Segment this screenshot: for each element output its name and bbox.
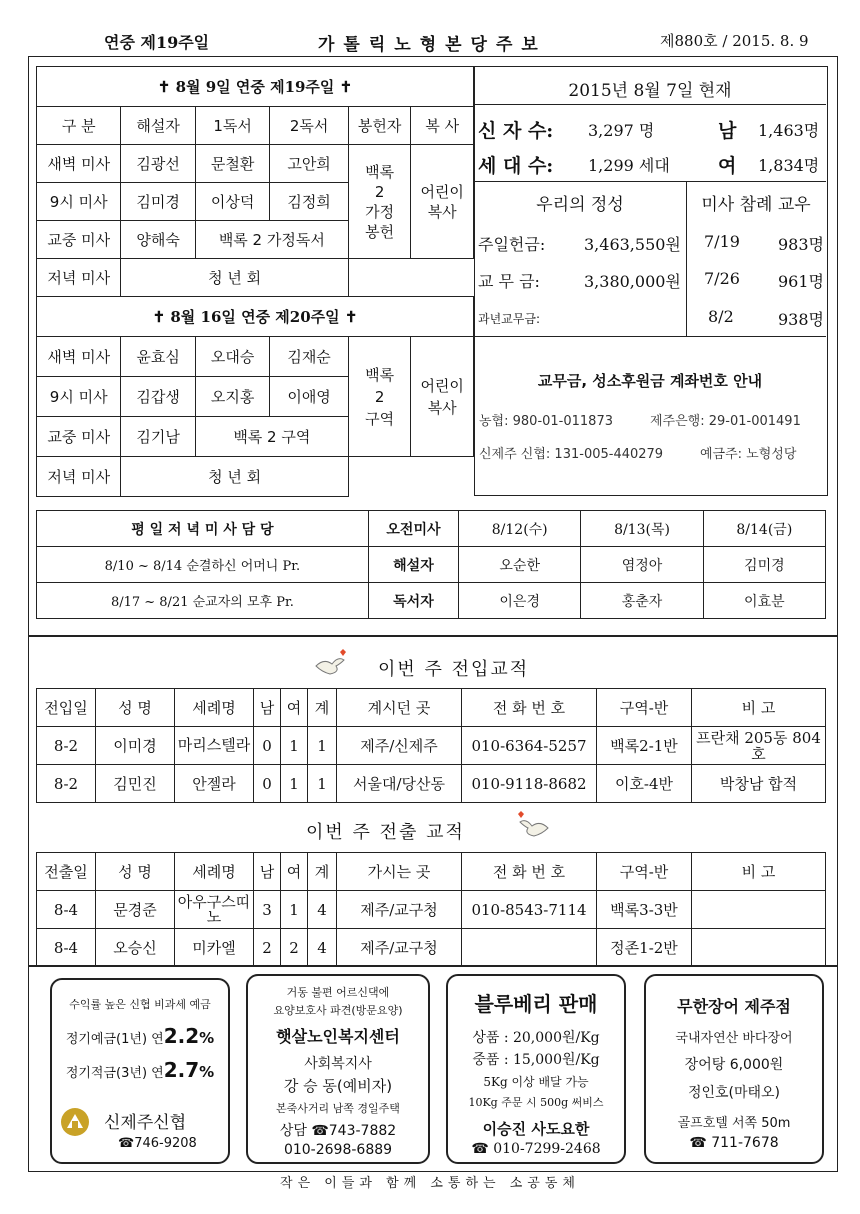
cell: 김미경 <box>121 183 195 221</box>
cell: 제주/신제주 <box>337 727 462 765</box>
cell: 홍춘자 <box>581 583 703 619</box>
col-note: 비 고 <box>692 853 826 891</box>
cell: 청 년 회 <box>121 259 348 297</box>
cell: 미카엘 <box>175 929 254 967</box>
transfer-in-table <box>36 688 826 803</box>
attendance-count-1: 983명 <box>778 235 824 254</box>
col-total: 계 <box>308 689 337 727</box>
account-title: 교무금, 성소후원금 계좌번호 안내 <box>537 372 763 390</box>
cell: 오순한 <box>459 547 581 583</box>
cell: 오지홍 <box>195 377 269 417</box>
welfare-line6: 본죽사거리 남쪽 경일주택 <box>276 1102 400 1115</box>
cell: 김미경 <box>703 547 825 583</box>
cell <box>692 929 826 967</box>
altar-group: 어린이 복사 <box>411 145 474 259</box>
transfer-in-title: 이번 주 전입교적 <box>378 659 530 680</box>
col-district: 구역-반 <box>597 853 692 891</box>
cell: 오대승 <box>195 337 269 377</box>
footer-slogan: 작은 이들과 함께 소통하는 소공동체 <box>280 1176 580 1191</box>
sunday-value: 3,463,550원 <box>584 235 681 254</box>
cell: 이애영 <box>270 377 348 417</box>
account-line1-b: 제주은행: 29-01-001491 <box>650 414 801 429</box>
cell: 염정아 <box>581 547 703 583</box>
blueberry-line5: 이승진 사도요한 <box>482 1120 590 1138</box>
mass-main: 교중 미사 <box>37 221 121 259</box>
blueberry-line1: 상품 : 20,000원/Kg <box>472 1030 600 1046</box>
account-line2-b: 예금주: 노형성당 <box>700 447 797 462</box>
cell: 3 <box>254 891 281 929</box>
weekday-role-1: 해설자 <box>368 547 458 583</box>
cell: 문철환 <box>195 145 269 183</box>
cell: 마리스텔라 <box>175 727 254 765</box>
eel-line3: 정인호(마태오) <box>687 1085 781 1101</box>
offering-group: 백록 2 가정 봉헌 <box>348 145 411 259</box>
cell: 1 <box>281 765 308 803</box>
ad-shinhyup <box>50 978 230 1164</box>
eel-line1: 국내자연산 바다장어 <box>675 1031 793 1046</box>
attendance-date-1: 7/19 <box>704 232 740 251</box>
mass-evening: 저녁 미사 <box>37 457 121 497</box>
col-altar: 복 사 <box>411 107 474 145</box>
shinhyup-line1: 수익률 높은 신협 비과세 예금 <box>69 998 211 1011</box>
cell: 김재순 <box>270 337 348 377</box>
blueberry-line4: 10Kg 주문 시 500g 써비스 <box>468 1096 604 1109</box>
offering-group: 백록 2 구역 <box>348 337 411 457</box>
col-reading2: 2독서 <box>270 107 348 145</box>
cell: 4 <box>308 891 337 929</box>
mass-main: 교중 미사 <box>37 417 121 457</box>
attendance-title: 미사 참례 교우 <box>701 195 811 215</box>
shinhyup-name: 신제주신협 <box>104 1113 187 1133</box>
welfare-line2: 요양보호사 파견(방문요양) <box>273 1004 403 1017</box>
header-left: 연중 제19주일 <box>104 33 210 52</box>
cell: 010-6364-5257 <box>462 727 597 765</box>
cell: 이상덕 <box>195 183 269 221</box>
cell: 이은경 <box>459 583 581 619</box>
believers-label: 신 자 수: <box>478 120 554 142</box>
cell: 2 <box>254 929 281 967</box>
mass-9am: 9시 미사 <box>37 377 121 417</box>
cell: 1 <box>281 727 308 765</box>
attendance-count-2: 961명 <box>778 272 824 291</box>
cell: 고안희 <box>270 145 348 183</box>
cell: 청 년 회 <box>121 457 348 497</box>
ad-eel <box>644 974 824 1164</box>
col-commentator: 해설자 <box>121 107 195 145</box>
shinhyup-saving: 정기적금(3년) 연2.7% <box>65 1058 215 1082</box>
cell: 1 <box>308 727 337 765</box>
weekday-date-2: 8/13(목) <box>581 511 703 547</box>
female-label: 여 <box>718 155 737 177</box>
account-line1-a: 농협: 980-01-011873 <box>479 414 613 429</box>
weekday-period-1: 8/10 ~ 8/14 순결하신 어머니 Pr. <box>37 547 369 583</box>
households-label: 세 대 수: <box>478 155 554 177</box>
col-to: 가시는 곳 <box>337 853 462 891</box>
blueberry-line6: ☎ 010-7299-2468 <box>471 1141 601 1157</box>
eel-title: 무한장어 제주점 <box>677 997 791 1016</box>
cell: 양해숙 <box>121 221 195 259</box>
attendance-count-3: 938명 <box>778 310 824 329</box>
cell <box>462 929 597 967</box>
eel-line2: 장어탕 6,000원 <box>684 1057 784 1073</box>
cell: 김기남 <box>121 417 195 457</box>
cell: 김정희 <box>270 183 348 221</box>
mass-9am: 9시 미사 <box>37 183 121 221</box>
cell: 010-9118-8682 <box>462 765 597 803</box>
cell: 0 <box>254 765 281 803</box>
offering-title: 우리의 정성 <box>536 195 624 215</box>
cell: 아우구스띠노 <box>175 891 254 929</box>
cell: 백록 2 가정독서 <box>195 221 348 259</box>
col-date: 전출일 <box>37 853 96 891</box>
cell: 8-2 <box>37 765 96 803</box>
cell: 문경준 <box>96 891 175 929</box>
cell: 오승신 <box>96 929 175 967</box>
believers-value: 3,297 명 <box>588 121 655 140</box>
col-m: 남 <box>254 689 281 727</box>
shinhyup-logo-icon <box>58 1106 92 1142</box>
col-f: 여 <box>281 689 308 727</box>
male-label: 남 <box>718 120 737 142</box>
cell: 제주/교구청 <box>337 929 462 967</box>
welfare-line7: 상담 ☎743-7882 <box>279 1123 397 1139</box>
welfare-line5: 강 승 동(예비자) <box>283 1077 393 1095</box>
due-label: 교 무 금: <box>478 272 540 291</box>
sunday-label: 주일헌금: <box>478 235 546 254</box>
weekday-period-2: 8/17 ~ 8/21 순교자의 모후 Pr. <box>37 583 369 619</box>
transfer-out-title: 이번 주 전출 교적 <box>306 822 465 843</box>
cell: 백록 2 구역 <box>195 417 348 457</box>
dove-icon <box>314 648 350 682</box>
ad-welfare <box>246 974 430 1164</box>
cell: 김민진 <box>96 765 175 803</box>
weekday-date-3: 8/14(금) <box>703 511 825 547</box>
cell: 프란채 205동 804호 <box>692 727 826 765</box>
cell: 이미경 <box>96 727 175 765</box>
cell: 김광선 <box>121 145 195 183</box>
shinhyup-deposit: 정기예금(1년) 연2.2% <box>65 1024 215 1048</box>
cell: 서울대/당산동 <box>337 765 462 803</box>
female-value: 1,834명 <box>758 156 820 175</box>
ad-blueberry <box>446 974 626 1164</box>
blueberry-line2: 중품 : 15,000원/Kg <box>472 1052 600 1068</box>
dove-icon <box>514 810 550 844</box>
attendance-date-3: 8/2 <box>708 307 734 326</box>
cell: 이호-4반 <box>597 765 692 803</box>
col-baptism: 세례명 <box>175 853 254 891</box>
cell: 8-4 <box>37 929 96 967</box>
col-f: 여 <box>281 853 308 891</box>
blueberry-line3: 5Kg 이상 배달 가능 <box>483 1075 589 1089</box>
cell: 백록3-3반 <box>597 891 692 929</box>
header-center: 가톨릭노형본당주보 <box>318 35 547 55</box>
cell: 백록2-1반 <box>597 727 692 765</box>
eel-line4: 골프호텔 서쪽 50m <box>677 1116 791 1131</box>
transfer-out-table <box>36 852 826 967</box>
col-from: 계시던 곳 <box>337 689 462 727</box>
schedule-week2-title: ✝ 8월 16일 연중 제20주일 ✝ <box>37 297 474 337</box>
weekday-role-2: 독서자 <box>368 583 458 619</box>
col-baptism: 세례명 <box>175 689 254 727</box>
cell: 제주/교구청 <box>337 891 462 929</box>
cell: 8-2 <box>37 727 96 765</box>
mass-dawn: 새벽 미사 <box>37 337 121 377</box>
shinhyup-phone: ☎746-9208 <box>118 1136 197 1151</box>
stats-date: 2015년 8월 7일 현재 <box>568 81 732 101</box>
welfare-line4: 사회복지사 <box>304 1056 372 1072</box>
cell: 1 <box>281 891 308 929</box>
cell: 안젤라 <box>175 765 254 803</box>
cell: 정존1-2반 <box>597 929 692 967</box>
cell: 0 <box>254 727 281 765</box>
welfare-line1: 거동 불편 어르신댁에 <box>286 986 390 999</box>
cell: 윤효심 <box>121 337 195 377</box>
schedule-week1-table <box>36 66 474 497</box>
male-value: 1,463명 <box>758 121 820 140</box>
cell: 김갑생 <box>121 377 195 417</box>
past-due-label: 과년교무금: <box>478 312 541 326</box>
weekday-col-role: 오전미사 <box>368 511 458 547</box>
col-note: 비 고 <box>692 689 826 727</box>
cell: 8-4 <box>37 891 96 929</box>
col-district: 구역-반 <box>597 689 692 727</box>
households-value: 1,299 세대 <box>588 156 670 175</box>
cell: 1 <box>308 765 337 803</box>
attendance-date-2: 7/26 <box>704 269 740 288</box>
col-phone: 전 화 번 호 <box>462 853 597 891</box>
weekday-mass-table <box>36 510 826 619</box>
col-total: 계 <box>308 853 337 891</box>
cell: 4 <box>308 929 337 967</box>
mass-dawn: 새벽 미사 <box>37 145 121 183</box>
schedule-week1-title: ✝ 8월 9일 연중 제19주일 ✝ <box>37 67 474 107</box>
cell: 010-8543-7114 <box>462 891 597 929</box>
due-value: 3,380,000원 <box>584 272 681 291</box>
welfare-name: 햇살노인복지센터 <box>276 1027 400 1046</box>
cell <box>692 891 826 929</box>
cell: 2 <box>281 929 308 967</box>
account-line2-a: 신제주 신협: 131-005-440279 <box>479 447 664 462</box>
cell: 이효분 <box>703 583 825 619</box>
blueberry-title: 블루베리 판매 <box>474 992 598 1016</box>
cell: 박창남 합적 <box>692 765 826 803</box>
col-date: 전입일 <box>37 689 96 727</box>
col-offering: 봉헌자 <box>348 107 411 145</box>
altar-group: 어린이 복사 <box>411 337 474 457</box>
col-name: 성 명 <box>96 853 175 891</box>
col-phone: 전 화 번 호 <box>462 689 597 727</box>
mass-evening: 저녁 미사 <box>37 259 121 297</box>
weekday-title: 평 일 저 녁 미 사 담 당 <box>37 511 369 547</box>
col-reading1: 1독서 <box>195 107 269 145</box>
weekday-date-1: 8/12(수) <box>459 511 581 547</box>
header-right: 제880호 / 2015. 8. 9 <box>660 32 809 50</box>
col-mass: 구 분 <box>37 107 121 145</box>
welfare-line8: 010-2698-6889 <box>283 1142 393 1158</box>
eel-line5: ☎ 711-7678 <box>689 1135 779 1151</box>
col-m: 남 <box>254 853 281 891</box>
col-name: 성 명 <box>96 689 175 727</box>
